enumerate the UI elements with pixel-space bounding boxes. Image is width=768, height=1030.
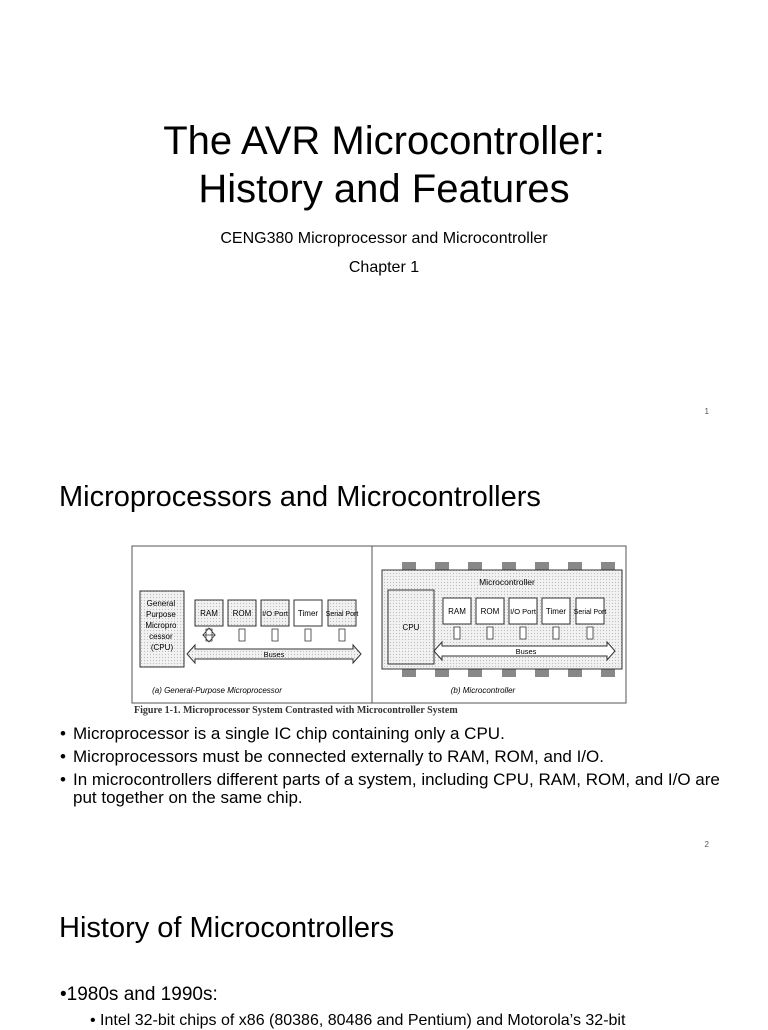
mcu-io-port-label: I/O Port [510, 607, 536, 616]
mcu-cpu-label: CPU [402, 623, 420, 632]
rom-label: ROM [232, 609, 252, 618]
bullet-text: 1980s and 1990s: [66, 984, 218, 1005]
figure-caption: Figure 1-1. Microprocessor System Contrasted with Microcontroller System [134, 705, 458, 716]
bullet-item: • In microcontrollers different parts of a system, including CPU, RAM, ROM, and I/O are put together on the same chip. [60, 771, 720, 807]
microcontroller-title: Microcontroller [479, 577, 535, 587]
content-slide-history [0, 866, 768, 1029]
microprocessor-vs-microcontroller-diagram [131, 545, 628, 705]
title-line-1: The AVR Microcontroller: [163, 119, 605, 163]
slide-number: 1 [704, 407, 709, 416]
left-panel-caption: (a) General-Purpose Microprocessor [152, 686, 282, 695]
sub-bullet-text: Intel 32-bit chips of x86 (80386, 80486 and Pentium) and Motorola’s 32-bit [100, 1012, 626, 1029]
slide-number: 2 [704, 840, 709, 849]
timer-label: Timer [297, 609, 319, 618]
mcu-timer-label: Timer [545, 607, 567, 616]
slide-title [0, 117, 768, 213]
serial-port-label: Serial Port [325, 611, 359, 618]
slide-heading: Microprocessors and Microcontrollers [59, 481, 541, 513]
slide-heading: History of Microcontrollers [59, 912, 395, 944]
mcu-bus-label: Buses [515, 647, 537, 656]
course-subtitle: CENG380 Microprocessor and Microcontroller [220, 230, 548, 247]
bullet-list [60, 725, 720, 812]
chapter-subtitle: Chapter 1 [348, 259, 420, 276]
cpu-block-label: General Purpose Micropro cessor (CPU) [145, 599, 177, 652]
sub-bullet-item: • Intel 32-bit chips of x86 (80386, 80486 and Pentium) and Motorola’s 32-bit [90, 1012, 626, 1029]
right-panel-caption: (b) Microcontroller [450, 686, 516, 695]
content-slide-microprocessors [0, 433, 768, 866]
bus-label: Buses [263, 650, 285, 659]
ram-label: RAM [200, 609, 218, 618]
mcu-rom-label: ROM [480, 607, 500, 616]
mcu-ram-label: RAM [448, 607, 466, 616]
bullet-item: •1980s and 1990s: [60, 984, 218, 1005]
title-line-2: History and Features [198, 167, 570, 211]
bullet-item: • Microprocessors must be connected externally to RAM, ROM, and I/O. [60, 748, 720, 766]
mcu-serial-port-label: Serial Port [573, 609, 607, 616]
bullet-item: • Microprocessor is a single IC chip containing only a CPU. [60, 725, 720, 743]
title-slide [0, 0, 768, 433]
io-port-label: I/O Port [262, 609, 288, 618]
